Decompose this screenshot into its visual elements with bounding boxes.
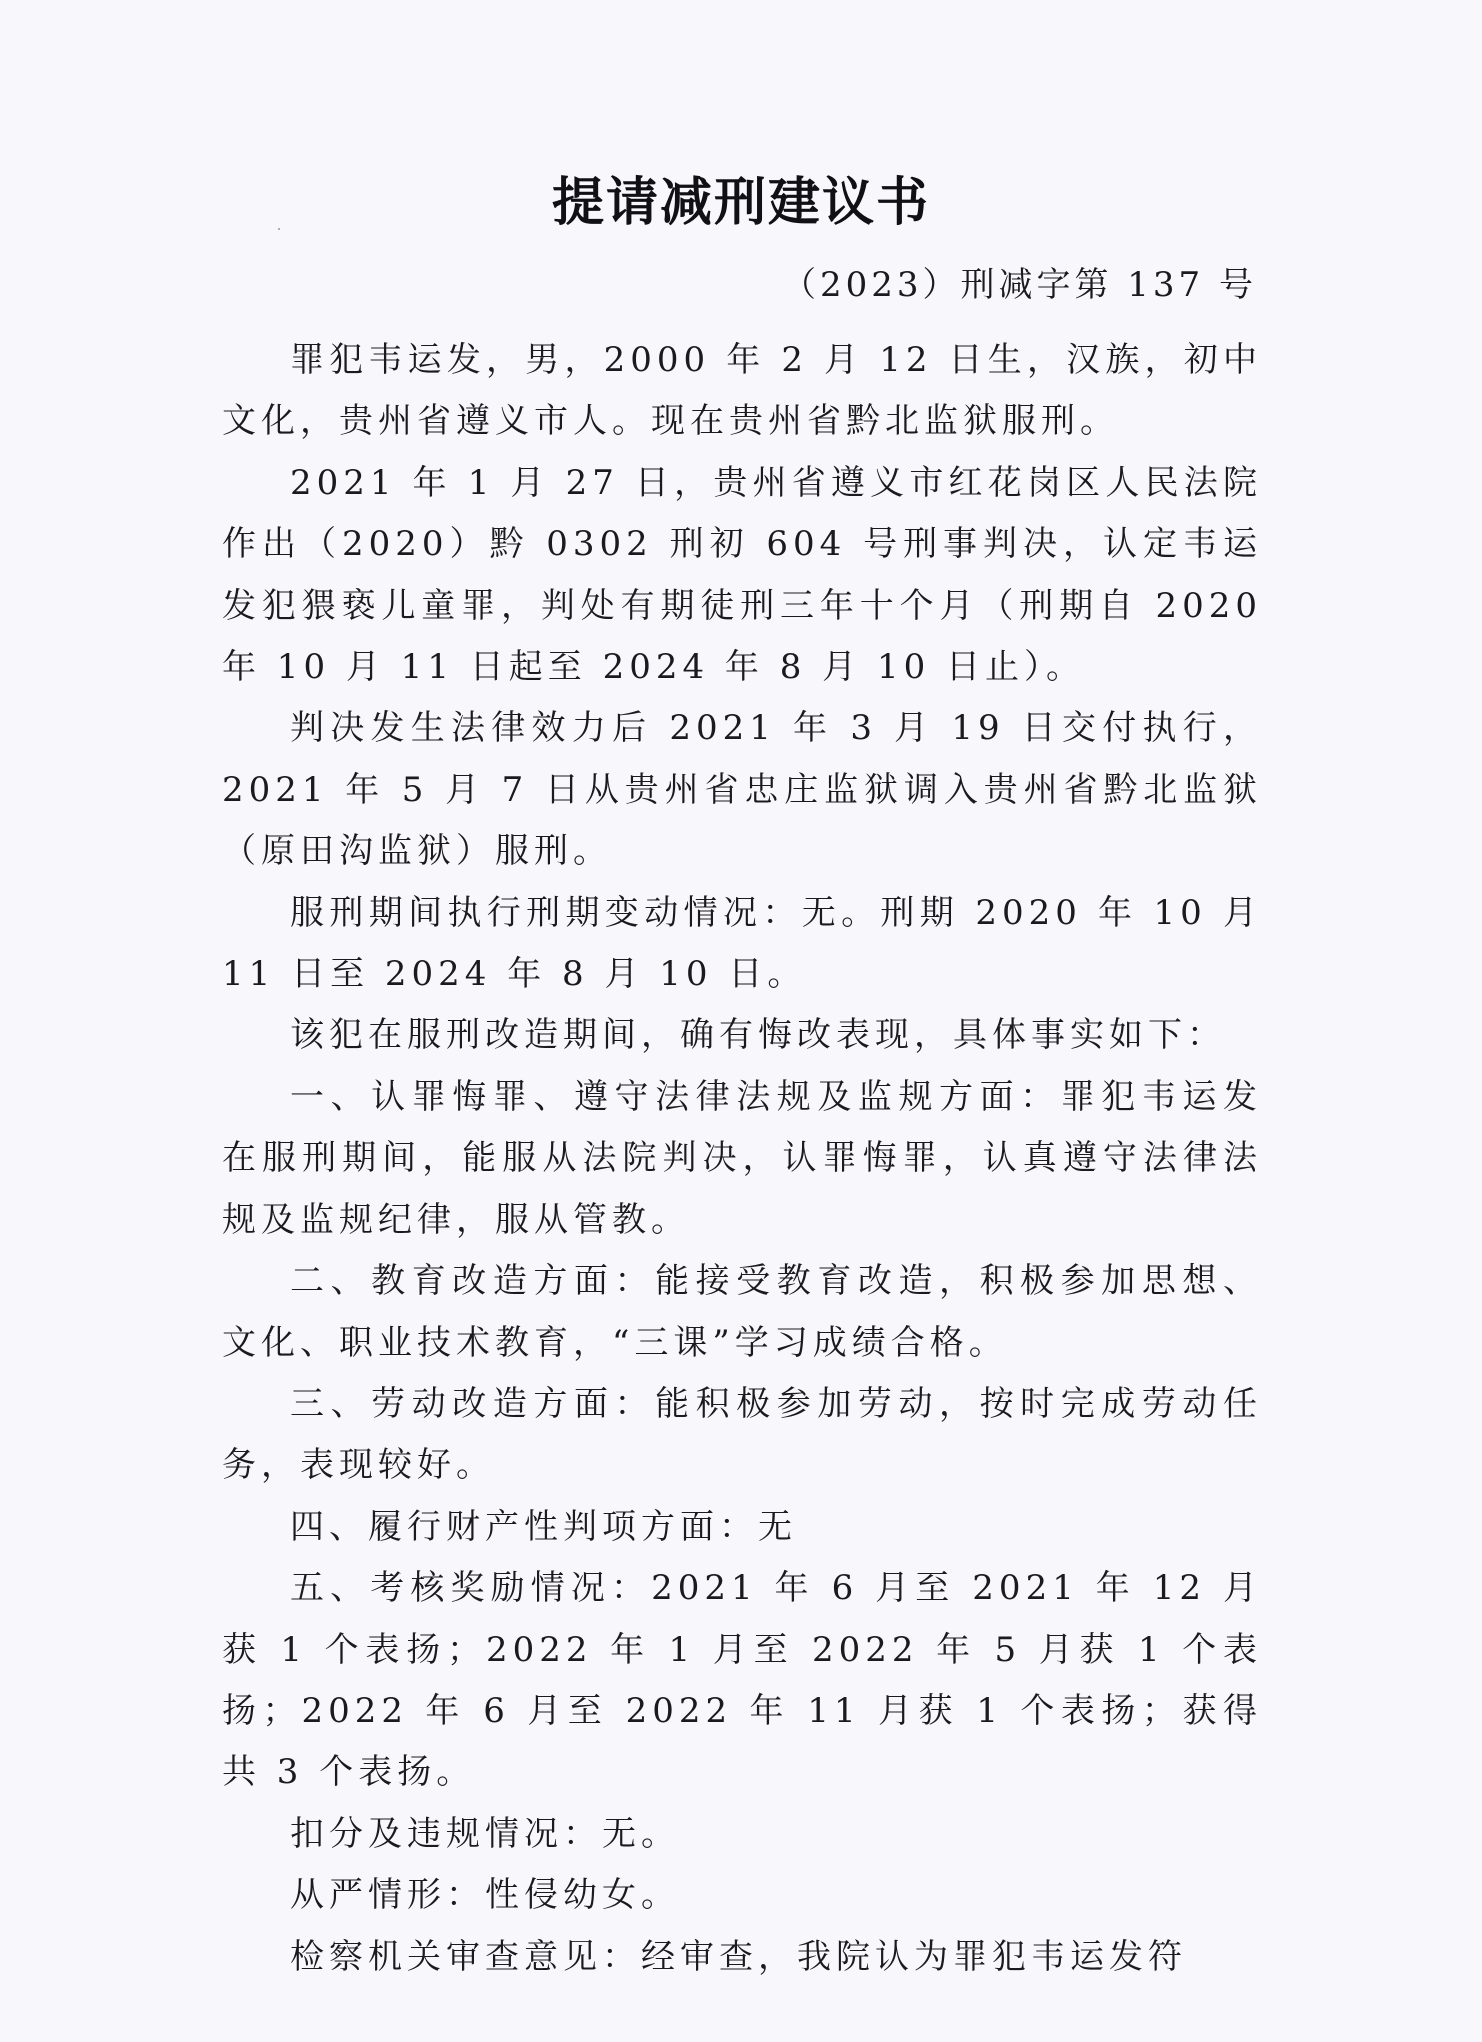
document-title: 提请减刑建议书 (551, 172, 930, 233)
paragraph-law-compliance: 一、认罪悔罪、遵守法律法规及监规方面：罪犯韦运发在服刑期间，能服从法院判决，认罪悔罪，认真遵守法律法规及监规纪律，服从管教。 (222, 1076, 1262, 1240)
paragraph-judgment: 2021 年 1 月 27 日，贵州省遵义市红花岗区人民法院作出（2020）黔 0302 刑初 604 号刑事判决，认定韦运发犯猥亵儿童罪，判处有期徒刑三年十个月（刑期自 2020 年 10 月 11 日起至 2024 年 8 月 10 日止）。 (222, 462, 1262, 688)
document-number: （2023）刑减字第 137 号 (781, 265, 1257, 305)
paragraph-violations: 扣分及违规情况：无。 (290, 1813, 680, 1854)
paragraph-property: 四、履行财产性判项方面：无 (290, 1506, 797, 1547)
paragraph-labor: 三、劳动改造方面：能积极参加劳动，按时完成劳动任务，表现较好。 (222, 1383, 1262, 1486)
paragraph-rewards: 五、考核奖励情况：2021 年 6 月至 2021 年 12 月获 1 个表扬；2022 年 1 月至 2022 年 5 月获 1 个表扬；2022 年 6 月至 2022 年 11 月获 1 个表扬；获得共 3 个表扬。 (222, 1568, 1262, 1793)
paragraph-criminal-info: 罪犯韦运发，男，2000 年 2 月 12 日生，汉族，初中文化，贵州省遵义市人。现在贵州省黔北监狱服刑。 (222, 340, 1262, 442)
paragraph-aggravating: 从严情形：性侵幼女。 (290, 1875, 680, 1916)
paragraph-repentance-intro: 该犯在服刑改造期间，确有悔改表现，具体事实如下： (290, 1015, 1226, 1056)
document-body (222, 330, 1262, 1988)
paragraph-education: 二、教育改造方面：能接受教育改造，积极参加思想、文化、职业技术教育，“三课”学习成绩合格。 (222, 1261, 1262, 1363)
paragraph-execution: 判决发生法律效力后 2021 年 3 月 19 日交付执行，2021 年 5 月 7 日从贵州省忠庄监狱调入贵州省黔北监狱（原田沟监狱）服刑。 (222, 708, 1262, 872)
paragraph-sentence-change: 服刑期间执行刑期变动情况：无。刑期 2020 年 10 月 11 日至 2024 年 8 月 10 日。 (222, 892, 1262, 995)
paragraph-procuratorate-opinion: 检察机关审查意见：经审查，我院认为罪犯韦运发符 (290, 1936, 1187, 1977)
